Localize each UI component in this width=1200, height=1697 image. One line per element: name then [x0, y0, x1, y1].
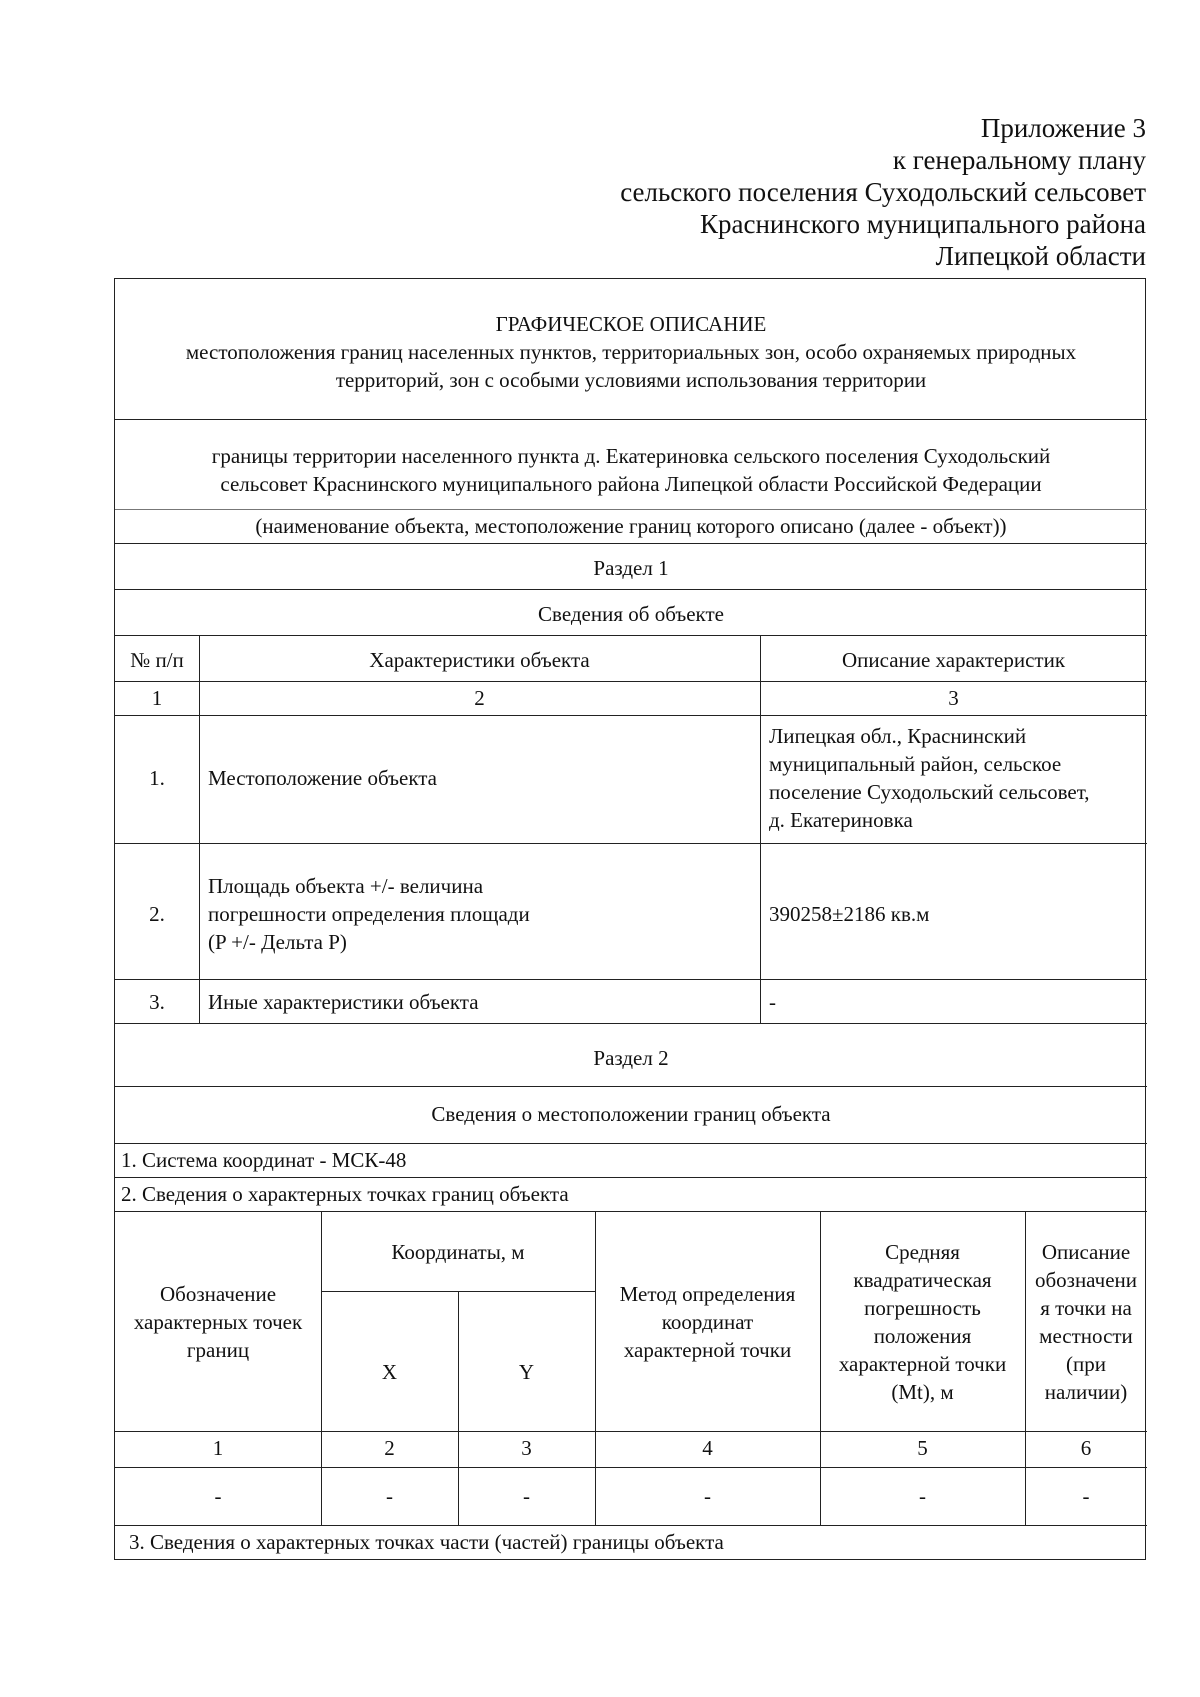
points-col-designation: характерных точек — [133, 1310, 303, 1334]
table-cell: - — [919, 1484, 926, 1508]
points-col-error: квадратическая — [853, 1268, 992, 1292]
column-number: 3 — [521, 1436, 532, 1460]
characteristic-name: Площадь объекта +/- величина — [208, 874, 484, 898]
divider — [115, 681, 1147, 682]
divider — [115, 635, 1147, 636]
characteristic-value: д. Екатериновка — [769, 808, 913, 832]
characteristic-value: Липецкая обл., Краснинский — [769, 724, 1027, 748]
points-col-designation: границ — [186, 1338, 250, 1362]
divider — [115, 715, 1147, 716]
column-number: 1 — [151, 686, 163, 710]
points-col-method: координат — [661, 1310, 754, 1334]
divider — [115, 1467, 1147, 1468]
points-col-description: наличии) — [1044, 1380, 1128, 1404]
points-col-designation: Обозначение — [159, 1282, 277, 1306]
table-cell: - — [523, 1484, 530, 1508]
divider — [115, 543, 1147, 544]
points-col-description: Описание — [1041, 1240, 1131, 1264]
points-col-method: характерной точки — [623, 1338, 792, 1362]
points-col-coordinates: Координаты, м — [391, 1240, 525, 1264]
section2-title: Раздел 2 — [593, 1046, 669, 1070]
characteristic-name: погрешности определения площади — [208, 902, 530, 926]
divider — [115, 979, 1147, 980]
header-characteristics: Характеристики объекта — [369, 648, 590, 672]
appendix-line: сельского поселения Суходольский сельсовет — [620, 177, 1146, 207]
points-col-description: (при — [1066, 1352, 1106, 1376]
appendix-line: Липецкой области — [935, 241, 1146, 271]
column-divider — [595, 1211, 596, 1525]
points-col-error: (Mt), м — [891, 1380, 954, 1404]
divider — [115, 1525, 1147, 1526]
column-number: 2 — [474, 686, 485, 710]
column-number: 1 — [212, 1436, 224, 1460]
points-col-error: положения — [873, 1324, 972, 1348]
appendix-number: Приложение 3 — [980, 113, 1146, 143]
points-col-y: Y — [518, 1360, 535, 1384]
description-table — [114, 278, 1146, 1560]
characteristic-value: муниципальный район, сельское — [769, 752, 1062, 776]
divider — [115, 1177, 1147, 1178]
points-col-description: местности — [1039, 1324, 1133, 1348]
coordinate-system: 1. Система координат - МСК-48 — [121, 1148, 407, 1172]
document-subtitle: местоположения границ населенных пунктов, территориальных зон, особо охраняемых природных — [185, 340, 1077, 364]
divider — [321, 1291, 595, 1292]
characteristic-name: Местоположение объекта — [208, 766, 438, 790]
points-col-error: погрешность — [864, 1296, 981, 1320]
row-number: 1. — [149, 766, 165, 790]
points-col-error: характерной точки — [838, 1352, 1007, 1376]
divider — [115, 589, 1147, 590]
header-num: № п/п — [130, 648, 184, 672]
row-number: 3. — [149, 990, 165, 1014]
section1-title: Раздел 1 — [593, 556, 669, 580]
divider — [115, 1143, 1147, 1144]
points-col-error: Средняя — [885, 1240, 960, 1264]
row-number: 2. — [149, 902, 165, 926]
section2-subtitle: Сведения о местоположении границ объекта — [431, 1102, 831, 1126]
characteristic-value: - — [769, 990, 776, 1014]
divider — [115, 843, 1147, 844]
divider — [115, 1431, 1147, 1432]
divider — [115, 1023, 1147, 1024]
column-number: 3 — [948, 686, 959, 710]
column-number: 2 — [384, 1436, 395, 1460]
appendix-header — [620, 112, 1146, 272]
points-col-method: Метод определения — [619, 1282, 796, 1306]
document-subtitle: территорий, зон с особыми условиями использования территории — [335, 368, 927, 392]
table-cell: - — [1082, 1484, 1090, 1508]
points-col-description: я точки на — [1040, 1296, 1132, 1320]
object-name: границы территории населенного пункта д. Екатериновка сельского поселения Суходольский — [211, 444, 1051, 468]
divider — [115, 509, 1147, 510]
column-number: 6 — [1080, 1436, 1092, 1460]
column-number: 4 — [702, 1436, 713, 1460]
characteristic-value: 390258±2186 кв.м — [769, 902, 930, 926]
appendix-line: Краснинского муниципального района — [699, 209, 1146, 239]
points-col-x: X — [381, 1360, 398, 1384]
characteristic-value: поселение Суходольский сельсовет, — [769, 780, 1090, 804]
characteristic-name: Иные характеристики объекта — [208, 990, 479, 1014]
points-col-description: обозначени — [1034, 1268, 1138, 1292]
document-title: ГРАФИЧЕСКОЕ ОПИСАНИЕ — [495, 312, 767, 336]
divider — [115, 419, 1147, 420]
header-description: Описание характеристик — [841, 648, 1066, 672]
characteristic-name: (P +/- Дельта P) — [208, 930, 347, 954]
table-cell: - — [214, 1484, 222, 1508]
table-cell: - — [386, 1484, 393, 1508]
divider — [115, 1211, 1147, 1212]
divider — [115, 1086, 1147, 1087]
column-number: 5 — [917, 1436, 928, 1460]
appendix-line: к генеральному плану — [892, 145, 1146, 175]
points-title: 2. Сведения о характерных точках границ объекта — [121, 1182, 569, 1206]
object-name: сельсовет Краснинского муниципального района Липецкой области Российской Федерации — [220, 472, 1042, 496]
table-cell: - — [704, 1484, 711, 1508]
section1-subtitle: Сведения об объекте — [538, 602, 724, 626]
object-caption: (наименование объекта, местоположение границ которого описано (далее - объект)) — [255, 514, 1007, 538]
parts-title: 3. Сведения о характерных точках части (частей) границы объекта — [129, 1530, 724, 1554]
